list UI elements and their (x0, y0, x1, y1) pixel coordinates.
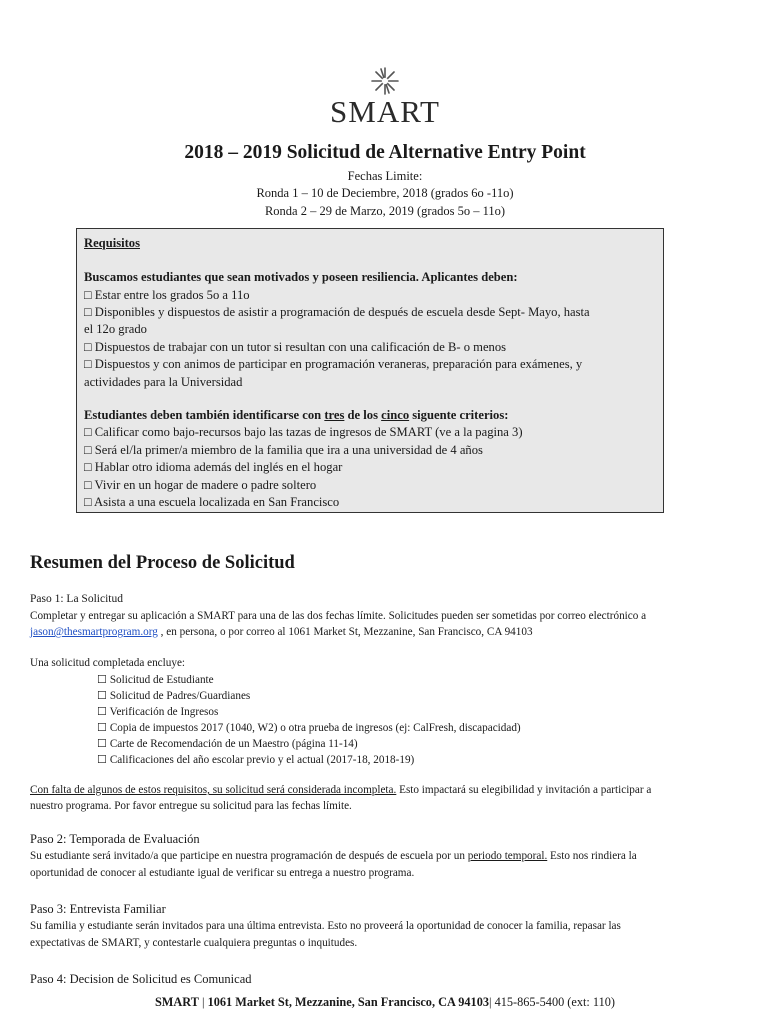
step-4-title: Paso 4: Decision de Solicitud es Comunicad (30, 972, 252, 986)
includes-item: ☐ Copia de impuestos 2017 (1040, W2) o otra prueba de ingresos (ej: CalFresh, discapacidad) (97, 722, 521, 734)
step-1-text: Completar y entregar su aplicación a SMART para una de las dos fechas límite. Solicitudes pueden ser sometidas por correo electrónico a (30, 610, 647, 622)
logo-text: SMART (330, 94, 440, 129)
criteria-intro: Estudiantes deben también identificarse con tres de los cinco siguente criterios: (84, 408, 509, 422)
step-2-text-2: oportunidad de conocer al estudiante igual de verificar su entrega a nuestro programa. (30, 867, 415, 879)
includes-item: ☐ Carte de Recomendación de un Maestro (página 11-14) (97, 738, 358, 750)
requirement-item: □ Dispuestos y con animos de participar en programación veraneras, preparación para exámenes, y (84, 357, 583, 371)
deadline-heading: Fechas Limite: (347, 169, 423, 183)
step-2-title: Paso 2: Temporada de Evaluación (30, 832, 200, 846)
incomplete-warning-2: nuestro programa. Por favor entregue su solicitud para las fechas límite. (30, 800, 352, 812)
email-link[interactable]: jason@thesmartprogram.org (30, 626, 158, 638)
requirement-item: □ Estar entre los grados 5o a 11o (84, 288, 250, 302)
step-1-text-2: jason@thesmartprogram.org , en persona, o por correo al 1061 Market St, Mezzanine, San Francisco, CA 94103 (30, 626, 533, 638)
requirements-heading: Requisitos (84, 236, 140, 250)
page-title: 2018 – 2019 Solicitud de Alternative Entry Point (184, 142, 586, 163)
step-2-text: Su estudiante será invitado/a que participe en nuestra programación de después de escuela por un periodo temporal. Esto nos rindiera la (30, 850, 637, 862)
summary-heading: Resumen del Proceso de Solicitud (30, 553, 295, 573)
step-1-title: Paso 1: La Solicitud (30, 593, 123, 605)
criteria-item: □ Asista a una escuela localizada en San Francisco (84, 495, 340, 509)
footer: SMART | 1061 Market St, Mezzanine, San Francisco, CA 94103| 415-865-5400 (ext: 110) (154, 995, 616, 1009)
criteria-item: □ Hablar otro idioma además del inglés en el hogar (84, 460, 343, 474)
step-3-text-2: expectativas de SMART, y contestarle cualquiera preguntas o inquitudes. (30, 937, 358, 949)
includes-heading: Una solicitud completada encluye: (30, 657, 186, 669)
includes-item: ☐ Verificación de Ingresos (97, 706, 219, 718)
requirements-intro: Buscamos estudiantes que sean motivados y poseen resiliencia. Aplicantes deben: (84, 270, 518, 284)
incomplete-warning: Con falta de algunos de estos requisitos, su solicitud será considerada incompleta. Esto impactará su elegibilidad y invitación a participar a (30, 784, 652, 796)
requirement-item: □ Disponibles y dispuestos de asistir a programación de después de escuela desde Sept- Mayo, hasta (84, 305, 590, 319)
includes-item: ☐ Solicitud de Padres/Guardianes (97, 690, 251, 702)
criteria-item: □ Vivir en un hogar de madere o padre soltero (84, 478, 317, 492)
step-3-text: Su familia y estudiante serán invitados para una última entrevista. Esto no proveerá la oportunidad de conocer la familia, repasar las (30, 920, 621, 932)
starburst-icon (370, 66, 400, 96)
step-3-title: Paso 3: Entrevista Familiar (30, 902, 166, 916)
requirement-item-cont: actividades para la Universidad (84, 375, 243, 389)
requirement-item: □ Dispuestos de trabajar con un tutor si resultan con una calificación de B- o menos (84, 340, 507, 354)
deadline-round-1: Ronda 1 – 10 de Deciembre, 2018 (grados 6o -11o) (256, 186, 514, 200)
logo (0, 66, 770, 96)
deadline-round-2: Ronda 2 – 29 de Marzo, 2019 (grados 5o – 11o) (264, 204, 506, 218)
includes-item: ☐ Solicitud de Estudiante (97, 674, 214, 686)
criteria-item: □ Será el/la primer/a miembro de la familia que ira a una universidad de 4 años (84, 443, 483, 457)
criteria-item: □ Calificar como bajo-recursos bajo las tazas de ingresos de SMART (ve a la pagina 3) (84, 425, 523, 439)
includes-item: ☐ Calificaciones del año escolar previo y el actual (2017-18, 2018-19) (97, 754, 415, 766)
requirement-item-cont: el 12o grado (84, 322, 147, 336)
